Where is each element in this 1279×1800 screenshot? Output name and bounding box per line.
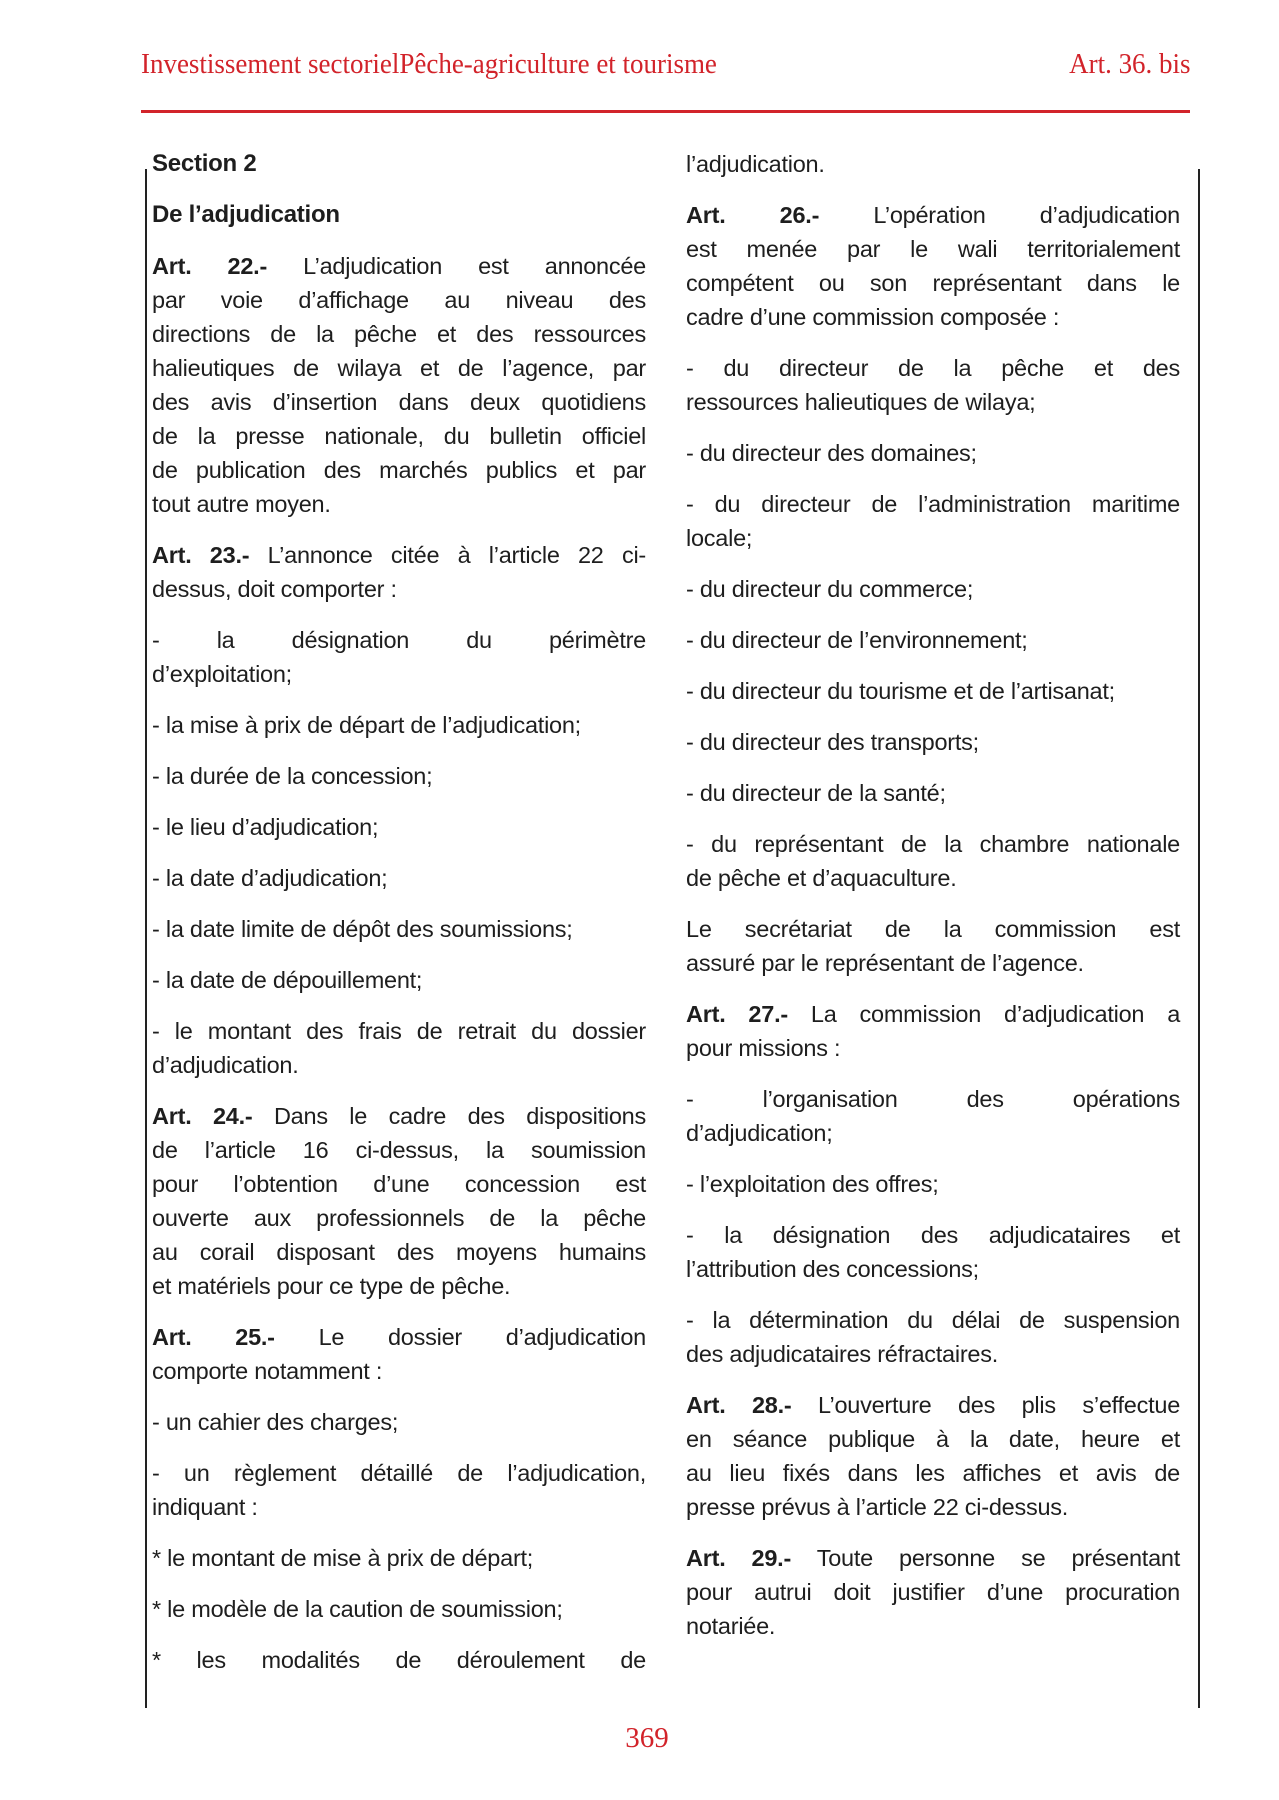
text-line: * les modalités de déroulement de	[152, 1647, 646, 1673]
text-line: - le lieu d’adjudication;	[152, 814, 379, 840]
paragraph	[686, 351, 1180, 419]
paragraph	[152, 708, 646, 742]
text-line: au lieu fixés dans les affiches et avis de	[686, 1460, 1180, 1486]
text-line: cadre d’une commission composée :	[686, 304, 1060, 330]
text-line: - la détermination du délai de suspension	[686, 1307, 1180, 1333]
text-line: - du directeur de l’administration maritime	[686, 491, 1180, 517]
text-line: - du directeur de la pêche et des	[686, 355, 1180, 381]
paragraph	[686, 725, 1180, 759]
article-label: Art. 22.-	[152, 253, 268, 279]
text-line: l’attribution des concessions;	[686, 1256, 979, 1282]
section-heading	[152, 198, 646, 232]
paragraph	[152, 1014, 646, 1082]
paragraph	[686, 776, 1180, 810]
paragraph	[686, 436, 1180, 470]
text-line: - la mise à prix de départ de l’adjudication;	[152, 712, 581, 738]
text-line: ouverte aux professionnels de la pêche	[152, 1205, 646, 1231]
text-line	[152, 249, 646, 283]
article-label: Art. 24.-	[152, 1103, 253, 1129]
text-line: * le montant de mise à prix de départ;	[152, 1545, 534, 1571]
paragraph	[686, 147, 1180, 181]
paragraph	[152, 759, 646, 793]
text-line	[686, 1541, 1180, 1575]
article-text: Le dossier d’adjudication	[318, 1324, 647, 1350]
paragraph	[686, 1218, 1180, 1286]
text-line: d’exploitation;	[152, 661, 292, 687]
article-label: Art. 29.-	[686, 1545, 792, 1571]
text-line: ressources halieutiques de wilaya;	[686, 389, 1036, 415]
running-header-title: Investissement sectorielPêche-agriculture et tourisme	[141, 48, 717, 80]
paragraph	[152, 1405, 646, 1439]
text-line: des adjudicataires réfractaires.	[686, 1341, 999, 1367]
article-text: La commission d’adjudication a	[810, 1001, 1181, 1027]
page-number: 369	[625, 1722, 669, 1754]
text-line: halieutiques de wilaya et de l’agence, par	[152, 355, 646, 381]
text-line: par voie d’affichage au niveau des	[152, 287, 646, 313]
text-line: - du directeur de la santé;	[686, 780, 946, 806]
article-paragraph	[152, 538, 646, 606]
paragraph	[686, 912, 1180, 980]
text-line: assuré par le représentant de l’agence.	[686, 950, 1084, 976]
header-rule	[141, 110, 1190, 113]
paragraph	[152, 861, 646, 895]
running-header-article-ref: Art. 36. bis	[1068, 48, 1190, 80]
text-line: de publication des marchés publics et par	[152, 457, 646, 483]
text-line: * le modèle de la caution de soumission;	[152, 1596, 563, 1622]
paragraph	[686, 674, 1180, 708]
article-text: L’adjudication est annoncée	[303, 253, 646, 279]
right-column-border	[1198, 169, 1200, 1708]
left-column-border	[145, 169, 147, 1708]
text-line: directions de la pêche et des ressources	[152, 321, 646, 347]
paragraph	[152, 1456, 646, 1524]
paragraph	[686, 572, 1180, 606]
article-paragraph	[686, 1541, 1180, 1643]
text-line: - du représentant de la chambre nationale	[686, 831, 1180, 857]
text-line: de l’article 16 ci-dessus, la soumission	[152, 1137, 646, 1163]
article-label: Art. 28.-	[686, 1392, 792, 1418]
text-line: indiquant :	[152, 1494, 258, 1520]
article-text: L’annonce citée à l’article 22 ci-	[267, 542, 647, 568]
paragraph	[686, 1082, 1180, 1150]
text-line: - du directeur de l’environnement;	[686, 627, 1028, 653]
paragraph	[152, 1592, 646, 1626]
text-line: - l’organisation des opérations	[686, 1086, 1180, 1112]
text-line: - la date d’adjudication;	[152, 865, 388, 891]
text-line: - la date limite de dépôt des soumissions;	[152, 916, 573, 942]
paragraph	[686, 623, 1180, 657]
section-heading	[152, 147, 646, 181]
article-paragraph	[152, 249, 646, 521]
text-line: compétent ou son représentant dans le	[686, 270, 1180, 296]
article-label: Art. 26.-	[686, 202, 820, 228]
text-line: des avis d’insertion dans deux quotidiens	[152, 389, 646, 415]
text-line: - la désignation du périmètre	[152, 627, 646, 653]
text-line	[152, 1320, 646, 1354]
article-paragraph	[152, 1320, 646, 1388]
text-line: - la durée de la concession;	[152, 763, 433, 789]
text-line	[686, 198, 1180, 232]
text-line: - du directeur des domaines;	[686, 440, 977, 466]
article-label: Art. 27.-	[686, 1001, 788, 1027]
paragraph	[152, 1541, 646, 1575]
text-line: pour autrui doit justifier d’une procuration	[686, 1579, 1180, 1605]
text-line: - la date de dépouillement;	[152, 967, 423, 993]
text-line: - du directeur du commerce;	[686, 576, 974, 602]
paragraph	[686, 1167, 1180, 1201]
text-line: tout autre moyen.	[152, 491, 331, 517]
article-paragraph	[152, 1099, 646, 1303]
text-line: - un cahier des charges;	[152, 1409, 399, 1435]
text-line: dessus, doit comporter :	[152, 576, 397, 602]
text-line: d’adjudication.	[152, 1052, 299, 1078]
text-line	[152, 1099, 646, 1133]
text-line: Section 2	[152, 150, 257, 177]
paragraph	[152, 912, 646, 946]
text-line	[686, 1388, 1180, 1422]
text-line: - le montant des frais de retrait du dossier	[152, 1018, 646, 1044]
article-text: Toute personne se présentant	[816, 1545, 1181, 1571]
text-line: pour missions :	[686, 1035, 841, 1061]
text-line: l’adjudication.	[686, 151, 825, 177]
text-line: au corail disposant des moyens humains	[152, 1239, 646, 1265]
text-line	[152, 538, 646, 572]
text-line	[686, 997, 1180, 1031]
paragraph	[152, 623, 646, 691]
text-line: comporte notamment :	[152, 1358, 383, 1384]
article-text: L’ouverture des plis s’effectue	[817, 1392, 1181, 1418]
article-label: Art. 23.-	[152, 542, 250, 568]
text-line: pour l’obtention d’une concession est	[152, 1171, 646, 1197]
article-label: Art. 25.-	[152, 1324, 275, 1350]
text-line: - du directeur du tourisme et de l’artisanat;	[686, 678, 1115, 704]
left-column	[152, 147, 646, 1694]
text-line: en séance publique à la date, heure et	[686, 1426, 1180, 1452]
text-line: - la désignation des adjudicataires et	[686, 1222, 1180, 1248]
right-column	[686, 147, 1180, 1660]
paragraph	[152, 963, 646, 997]
text-line: - l’exploitation des offres;	[686, 1171, 939, 1197]
text-line: notariée.	[686, 1613, 776, 1639]
paragraph	[686, 1303, 1180, 1371]
article-text: L’opération d’adjudication	[873, 202, 1180, 228]
text-line: locale;	[686, 525, 753, 551]
text-line: presse prévus à l’article 22 ci-dessus.	[686, 1494, 1069, 1520]
text-line: De l’adjudication	[152, 201, 340, 228]
text-line: d’adjudication;	[686, 1120, 833, 1146]
paragraph	[686, 827, 1180, 895]
text-line: de la presse nationale, du bulletin officiel	[152, 423, 646, 449]
paragraph	[686, 487, 1180, 555]
paragraph	[152, 1643, 646, 1677]
article-paragraph	[686, 1388, 1180, 1524]
text-line: est menée par le wali territorialement	[686, 236, 1180, 262]
text-line: - du directeur des transports;	[686, 729, 979, 755]
text-line: et matériels pour ce type de pêche.	[152, 1273, 511, 1299]
paragraph	[152, 810, 646, 844]
text-line: - un règlement détaillé de l’adjudication,	[152, 1460, 646, 1486]
article-paragraph	[686, 997, 1180, 1065]
article-paragraph	[686, 198, 1180, 334]
article-text: Dans le cadre des dispositions	[273, 1103, 647, 1129]
text-line: Le secrétariat de la commission est	[686, 916, 1180, 942]
text-line: de pêche et d’aquaculture.	[686, 865, 957, 891]
